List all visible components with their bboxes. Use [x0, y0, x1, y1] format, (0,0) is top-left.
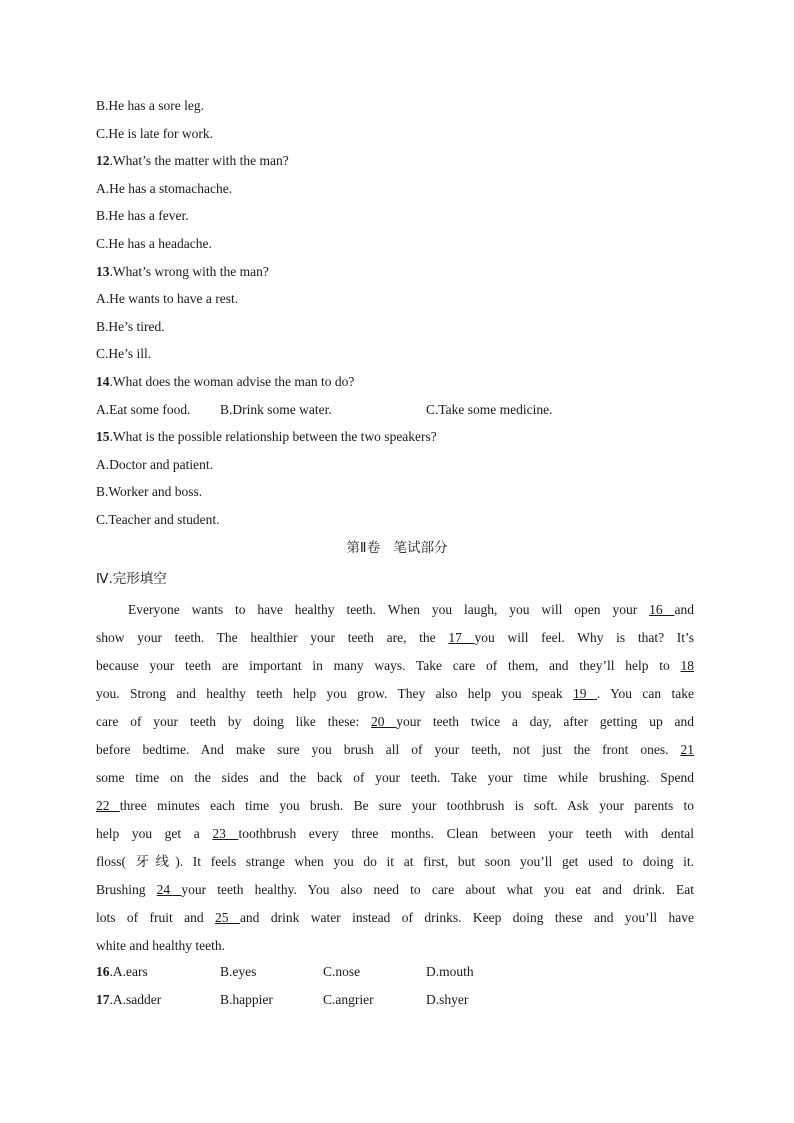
blank-19: 19 — [573, 686, 597, 701]
answer-16-c: C.nose — [323, 964, 361, 979]
blank-22: 22 — [96, 798, 120, 813]
blank-23: 23 — [212, 826, 239, 841]
option-a-15: A.Doctor and patient. — [96, 457, 213, 472]
section-title: Ⅳ.完形填空 — [96, 571, 167, 587]
option-c-11: C.He is late for work. — [96, 126, 213, 141]
option-a-13: A.He wants to have a rest. — [96, 291, 239, 306]
question-stem: .What’s the matter with the man? — [109, 153, 289, 168]
option-b-15: B.Worker and boss. — [96, 484, 203, 499]
answer-17-a: 17.A.sadder — [96, 992, 162, 1007]
answer-16-b: B.eyes — [220, 964, 257, 979]
answer-17-d: D.shyer — [426, 992, 469, 1007]
passage-line: before bedtime. And make sure you brush all of your teeth, not just the front ones. 21 — [96, 742, 694, 757]
option-c-15: C.Teacher and student. — [96, 512, 220, 527]
passage-line: you. Strong and healthy teeth help you grow. They also help you speak 19 . You can take — [96, 686, 694, 701]
passage-line: some time on the sides and the back of your teeth. Take your time while brushing. Spend — [96, 770, 694, 785]
option-c-12: C.He has a headache. — [96, 236, 212, 251]
option-c-14: C.Take some medicine. — [426, 402, 553, 417]
question-number: 13 — [96, 264, 110, 279]
cloze-passage — [96, 600, 694, 964]
blank-24: 24 — [156, 882, 182, 897]
passage-line: white and healthy teeth. — [96, 938, 225, 953]
passage-line: floss( 牙线). It feels strange when you do it at first, but soon you’ll get used to doing it. — [96, 854, 694, 869]
answer-16-d: D.mouth — [426, 964, 474, 979]
question-number: 15 — [96, 429, 110, 444]
question-12 — [96, 151, 289, 171]
blank-16: 16 — [649, 602, 675, 617]
passage-line: help you get a 23 toothbrush every three months. Clean between your teeth with dental — [96, 826, 695, 841]
answer-16-a: 16.A.ears — [96, 964, 148, 979]
option-a-14: A.Eat some food. — [96, 402, 191, 417]
passage-line: show your teeth. The healthier your teeth are, the 17 you will feel. Why is that? It’s — [96, 630, 694, 645]
option-c-13: C.He’s ill. — [96, 346, 152, 361]
option-b-11: B.He has a sore leg. — [96, 98, 204, 113]
blank-17: 17 — [448, 630, 475, 645]
blank-21: 21 — [680, 742, 694, 757]
answer-17-b: B.happier — [220, 992, 273, 1007]
question-stem: .What’s wrong with the man? — [109, 264, 269, 279]
blank-18: 18 — [680, 658, 694, 673]
question-number: 14 — [96, 374, 110, 389]
passage-line: Brushing 24 your teeth healthy. You also need to care about what you eat and drink. Eat — [96, 882, 694, 897]
passage-line: Everyone wants to have healthy teeth. When you laugh, you will open your 16 and — [128, 602, 694, 617]
question-13 — [96, 262, 269, 282]
passage-line: 22 three minutes each time you brush. Be sure your toothbrush is soft. Ask your parents to — [96, 798, 694, 813]
question-stem: .What is the possible relationship between the two speakers? — [109, 429, 437, 444]
answer-17-c: C.angrier — [323, 992, 374, 1007]
passage-line: because your teeth are important in many ways. Take care of them, and they’ll help to 18 — [96, 658, 694, 673]
option-b-14: B.Drink some water. — [220, 402, 332, 417]
blank-20: 20 — [370, 714, 397, 729]
option-a-12: A.He has a stomachache. — [96, 181, 233, 196]
question-number: 12 — [96, 153, 110, 168]
passage-line: lots of fruit and 25 and drink water instead of drinks. Keep doing these and you’ll have — [96, 910, 694, 925]
passage-line: care of your teeth by doing like these: 20 your teeth twice a day, after getting up and — [96, 714, 694, 729]
option-b-12: B.He has a fever. — [96, 208, 189, 223]
question-15 — [96, 427, 437, 447]
question-14 — [96, 372, 354, 392]
part-title: 第Ⅱ卷 笔试部分 — [346, 540, 448, 556]
blank-25: 25 — [215, 910, 240, 925]
option-b-13: B.He’s tired. — [96, 319, 165, 334]
question-stem: .What does the woman advise the man to do? — [109, 374, 355, 389]
